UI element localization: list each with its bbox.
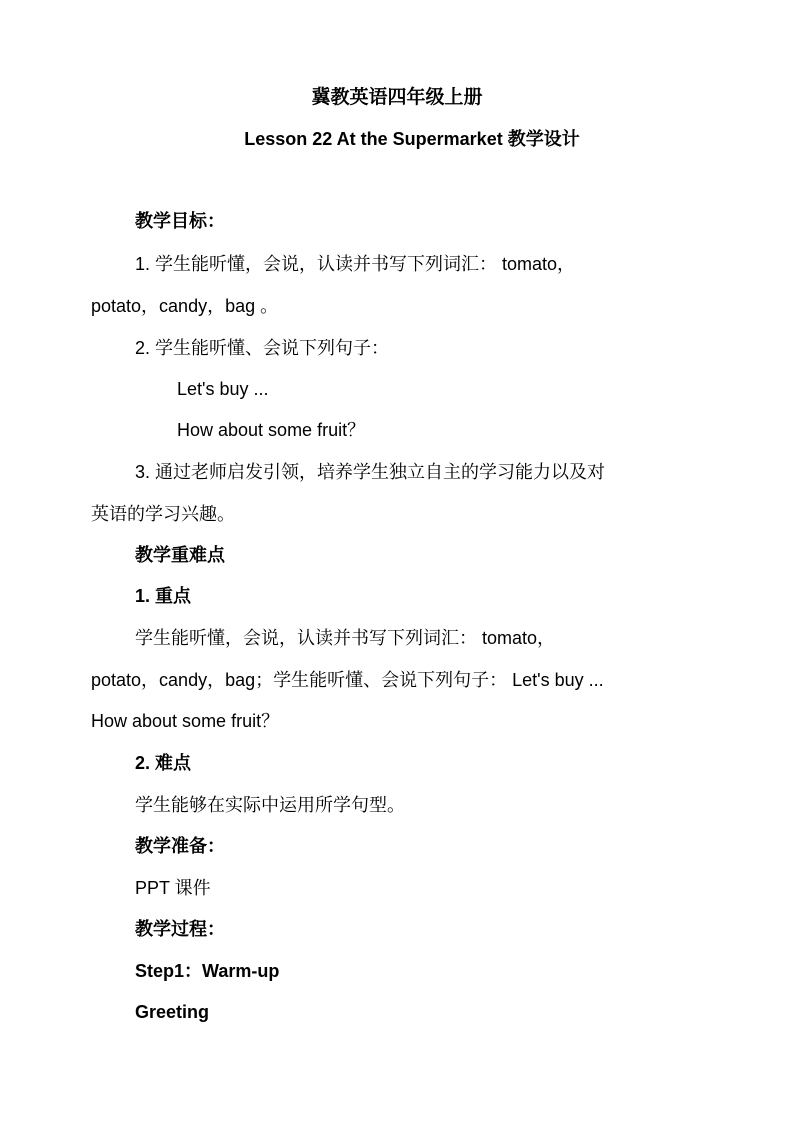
document-title: 冀教英语四年级上册 xyxy=(311,87,483,108)
objective-sentence-2: How about some fruit？ xyxy=(177,420,366,440)
document-subtitle: Lesson 22 At the Supermarket 教学设计 xyxy=(244,129,580,149)
objectives-heading: 教学目标： xyxy=(135,211,225,231)
focus-line-3: How about some fruit？ xyxy=(91,711,280,731)
objective-3-line-2: 英语的学习兴趣。 xyxy=(91,504,235,524)
objective-1-line-1: 1. 学生能听懂，会说，认读并书写下列词汇： tomato， xyxy=(135,254,576,274)
step1-heading: Step1：Warm-up xyxy=(135,961,280,981)
preparation-heading: 教学准备： xyxy=(135,836,225,856)
objective-2: 2. 学生能听懂、会说下列句子： xyxy=(135,338,390,358)
difficulty-text: 学生能够在实际中运用所学句型。 xyxy=(135,795,405,815)
objective-1-line-2: potato，candy，bag 。 xyxy=(91,296,279,316)
focus-line-2: potato，candy，bag；学生能听懂、会说下列句子： Let's buy ... xyxy=(91,670,604,690)
process-heading: 教学过程： xyxy=(135,919,225,939)
objective-3-line-1: 3. 通过老师启发引领，培养学生独立自主的学习能力以及对 xyxy=(135,462,606,482)
focus-line-1: 学生能听懂，会说，认读并书写下列词汇： tomato， xyxy=(135,628,556,648)
focus-heading: 1. 重点 xyxy=(135,586,192,606)
objective-sentence-1: Let's buy ... xyxy=(177,379,269,399)
difficulty-heading: 2. 难点 xyxy=(135,753,192,773)
greeting-heading: Greeting xyxy=(135,1002,210,1022)
preparation-text: PPT 课件 xyxy=(135,878,211,898)
key-points-heading: 教学重难点 xyxy=(135,545,225,565)
